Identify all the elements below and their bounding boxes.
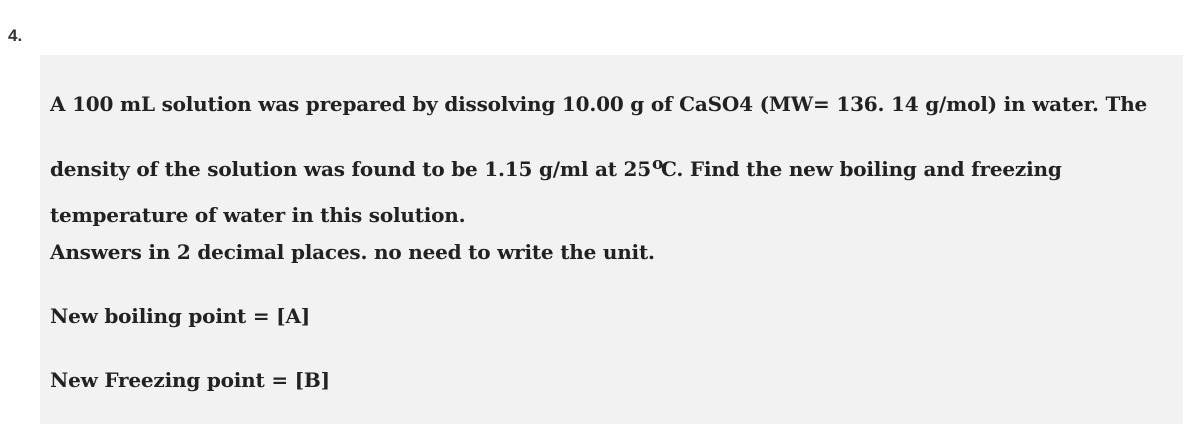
question-text-line-2-start: density of the solution was found to be 1.15 g/ml at 25	[50, 157, 651, 181]
degree-mark: o	[651, 154, 664, 174]
question-text-line-2	[50, 154, 1062, 181]
question-number: 4.	[8, 26, 23, 45]
answer-a-label: New boiling point = [A]	[50, 304, 311, 328]
question-text-line-2-end: C. Find the new boiling and freezing	[660, 157, 1062, 181]
answer-b-label: New Freezing point = [B]	[50, 368, 330, 392]
instructions-text: Answers in 2 decimal places. no need to write the unit.	[50, 240, 655, 264]
question-text-line-3: temperature of water in this solution.	[50, 203, 466, 227]
question-text-line-1: A 100 mL solution was prepared by dissolving 10.00 g of CaSO4 (MW= 136. 14 g/mol) in water. The	[50, 92, 1148, 116]
question-panel	[40, 55, 1183, 424]
